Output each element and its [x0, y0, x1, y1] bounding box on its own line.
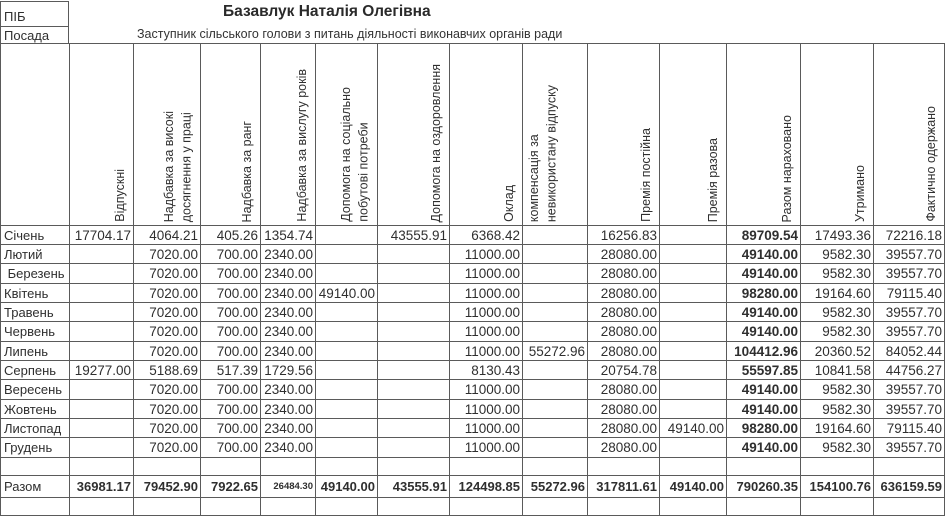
health-aid-cell: [378, 438, 450, 458]
base-salary-cell: 6368.42: [450, 226, 523, 245]
table-row: [1, 303, 945, 322]
empty-cell: [660, 498, 727, 516]
social-aid-cell: [316, 400, 378, 419]
total-accrued-cell: 104412.96: [727, 342, 801, 361]
withheld-cell: 9582.30: [801, 438, 874, 458]
health-aid-cell: [378, 245, 450, 264]
total-seniority-bonus: 26484.30: [261, 476, 316, 498]
vacation-pay-cell: [70, 438, 134, 458]
permanent-bonus-cell: 16256.83: [588, 226, 660, 245]
leave-compensation-cell: [523, 419, 588, 438]
empty-cell: [801, 458, 874, 476]
header-achievement-bonus: [134, 44, 201, 226]
social-aid-cell: [316, 419, 378, 438]
total-one-time-bonus: 49140.00: [660, 476, 727, 498]
empty-cell: [134, 498, 201, 516]
header-label: Оклад: [501, 185, 516, 222]
total-total-accrued: 790260.35: [727, 476, 801, 498]
total-vacation-pay: 36981.17: [70, 476, 134, 498]
header-seniority-bonus: [261, 44, 316, 226]
empty-cell: [727, 498, 801, 516]
base-salary-cell: 11000.00: [450, 342, 523, 361]
total-withheld: 154100.76: [801, 476, 874, 498]
withheld-cell: 9582.30: [801, 245, 874, 264]
seniority-bonus-cell: 2340.00: [261, 380, 316, 400]
empty-cell: [261, 458, 316, 476]
health-aid-cell: [378, 342, 450, 361]
empty-cell: [523, 458, 588, 476]
one-time-bonus-cell: [660, 400, 727, 419]
permanent-bonus-cell: 28080.00: [588, 264, 660, 284]
salary-table: [0, 43, 945, 516]
header-rank-bonus: [201, 44, 261, 226]
net-received-cell: 39557.70: [874, 380, 945, 400]
withheld-cell: 9582.30: [801, 322, 874, 342]
social-aid-cell: [316, 303, 378, 322]
header-leave-compensation: [523, 44, 588, 226]
net-received-cell: 39557.70: [874, 438, 945, 458]
empty-cell: [450, 498, 523, 516]
employee-position: Заступник сільського голови з питань діяльності виконавчих органів ради: [137, 27, 563, 41]
empty-cell: [874, 498, 945, 516]
empty-cell: [316, 458, 378, 476]
one-time-bonus-cell: [660, 322, 727, 342]
month-label: Березень: [1, 264, 70, 284]
one-time-bonus-cell: [660, 361, 727, 380]
table-row: [1, 419, 945, 438]
net-received-cell: 44756.27: [874, 361, 945, 380]
permanent-bonus-cell: 28080.00: [588, 303, 660, 322]
empty-cell: [874, 458, 945, 476]
empty-cell: [588, 458, 660, 476]
total-accrued-cell: 49140.00: [727, 380, 801, 400]
table-row: [1, 361, 945, 380]
empty-row: [1, 498, 945, 516]
leave-compensation-cell: [523, 380, 588, 400]
total-rank-bonus: 7922.65: [201, 476, 261, 498]
vacation-pay-cell: [70, 245, 134, 264]
leave-compensation-cell: [523, 322, 588, 342]
empty-cell: [134, 458, 201, 476]
seniority-bonus-cell: 2340.00: [261, 264, 316, 284]
total-accrued-cell: 49140.00: [727, 400, 801, 419]
total-health-aid: 43555.91: [378, 476, 450, 498]
header-label: Утримано: [852, 164, 867, 222]
total-net-received: 636159.59: [874, 476, 945, 498]
base-salary-cell: 11000.00: [450, 303, 523, 322]
header-health-aid: [378, 44, 450, 226]
health-aid-cell: [378, 284, 450, 303]
leave-compensation-cell: [523, 284, 588, 303]
pib-label: ПІБ: [0, 1, 69, 27]
withheld-cell: 10841.58: [801, 361, 874, 380]
seniority-bonus-cell: 2340.00: [261, 284, 316, 303]
withheld-cell: 17493.36: [801, 226, 874, 245]
header-label: Надбавка за ранг: [239, 120, 254, 222]
month-label: Вересень: [1, 380, 70, 400]
base-salary-cell: 11000.00: [450, 400, 523, 419]
health-aid-cell: [378, 303, 450, 322]
health-aid-cell: [378, 419, 450, 438]
social-aid-cell: [316, 342, 378, 361]
total-accrued-cell: 49140.00: [727, 322, 801, 342]
net-received-cell: 39557.70: [874, 245, 945, 264]
vacation-pay-cell: [70, 380, 134, 400]
total-accrued-cell: 49140.00: [727, 303, 801, 322]
total-accrued-cell: 98280.00: [727, 419, 801, 438]
month-label: Червень: [1, 322, 70, 342]
permanent-bonus-cell: 28080.00: [588, 245, 660, 264]
header-label: Допомога на соціально: [339, 87, 353, 222]
month-label: Жовтень: [1, 400, 70, 419]
achievement-bonus-cell: 7020.00: [134, 264, 201, 284]
table-row: [1, 342, 945, 361]
total-leave-compensation: 55272.96: [523, 476, 588, 498]
rank-bonus-cell: 700.00: [201, 342, 261, 361]
rank-bonus-cell: 517.39: [201, 361, 261, 380]
social-aid-cell: [316, 264, 378, 284]
table-row: [1, 264, 945, 284]
header-one-time-bonus: [660, 44, 727, 226]
header-label: Надбавка за вислугу років: [294, 69, 309, 222]
achievement-bonus-cell: 4064.21: [134, 226, 201, 245]
seniority-bonus-cell: 2340.00: [261, 245, 316, 264]
header-label: Премія разова: [705, 137, 720, 222]
header-social-aid: [316, 44, 378, 226]
achievement-bonus-cell: 7020.00: [134, 284, 201, 303]
achievement-bonus-cell: 7020.00: [134, 303, 201, 322]
social-aid-cell: [316, 361, 378, 380]
social-aid-cell: [316, 380, 378, 400]
withheld-cell: 9582.30: [801, 303, 874, 322]
achievement-bonus-cell: 7020.00: [134, 322, 201, 342]
total-accrued-cell: 55597.85: [727, 361, 801, 380]
table-row: [1, 400, 945, 419]
month-label: Лютий: [1, 245, 70, 264]
base-salary-cell: 11000.00: [450, 380, 523, 400]
one-time-bonus-cell: [660, 284, 727, 303]
table-row: [1, 284, 945, 303]
header-label: Фактично одержано: [923, 106, 938, 222]
empty-cell: [201, 498, 261, 516]
one-time-bonus-cell: [660, 245, 727, 264]
empty-cell: [70, 498, 134, 516]
empty-cell: [1, 458, 70, 476]
total-label: Разом: [1, 476, 70, 498]
month-label: Серпень: [1, 361, 70, 380]
seniority-bonus-cell: 2340.00: [261, 342, 316, 361]
social-aid-cell: [316, 322, 378, 342]
net-received-cell: 39557.70: [874, 400, 945, 419]
seniority-bonus-cell: 1729.56: [261, 361, 316, 380]
health-aid-cell: [378, 322, 450, 342]
vacation-pay-cell: [70, 264, 134, 284]
leave-compensation-cell: [523, 303, 588, 322]
header-label: Премія постійна: [638, 128, 653, 222]
total-social-aid: 49140.00: [316, 476, 378, 498]
empty-cell: [523, 498, 588, 516]
month-label: Липень: [1, 342, 70, 361]
month-label: Квітень: [1, 284, 70, 303]
net-received-cell: 39557.70: [874, 303, 945, 322]
empty-cell: [450, 458, 523, 476]
social-aid-cell: 49140.00: [316, 284, 378, 303]
seniority-bonus-cell: 1354.74: [261, 226, 316, 245]
withheld-cell: 9582.30: [801, 264, 874, 284]
total-base-salary: 124498.85: [450, 476, 523, 498]
empty-cell: [1, 498, 70, 516]
one-time-bonus-cell: 49140.00: [660, 419, 727, 438]
table-row: [1, 380, 945, 400]
base-salary-cell: 11000.00: [450, 245, 523, 264]
rank-bonus-cell: 700.00: [201, 400, 261, 419]
one-time-bonus-cell: [660, 342, 727, 361]
header-label: досягнення у праці: [179, 111, 194, 222]
achievement-bonus-cell: 7020.00: [134, 380, 201, 400]
withheld-cell: 9582.30: [801, 380, 874, 400]
leave-compensation-cell: 55272.96: [523, 342, 588, 361]
net-received-cell: 84052.44: [874, 342, 945, 361]
header-label: Відпускні: [112, 169, 127, 222]
permanent-bonus-cell: 28080.00: [588, 284, 660, 303]
total-accrued-cell: 89709.54: [727, 226, 801, 245]
net-received-cell: 72216.18: [874, 226, 945, 245]
position-label: Посада: [0, 26, 69, 44]
month-label: Листопад: [1, 419, 70, 438]
leave-compensation-cell: [523, 226, 588, 245]
achievement-bonus-cell: 7020.00: [134, 245, 201, 264]
header-withheld: [801, 44, 874, 226]
month-label: Січень: [1, 226, 70, 245]
withheld-cell: 20360.52: [801, 342, 874, 361]
header-corner: [1, 44, 70, 226]
table-row: [1, 245, 945, 264]
net-received-cell: 39557.70: [874, 322, 945, 342]
vacation-pay-cell: [70, 303, 134, 322]
seniority-bonus-cell: 2340.00: [261, 438, 316, 458]
achievement-bonus-cell: 7020.00: [134, 438, 201, 458]
header-net-received: [874, 44, 945, 226]
rank-bonus-cell: 700.00: [201, 284, 261, 303]
month-label: Грудень: [1, 438, 70, 458]
header-label: Надбавка за високі: [162, 110, 176, 222]
leave-compensation-cell: [523, 438, 588, 458]
rank-bonus-cell: 700.00: [201, 419, 261, 438]
achievement-bonus-cell: 5188.69: [134, 361, 201, 380]
employee-name: Базавлук Наталія Олегівна: [223, 3, 431, 20]
base-salary-cell: 11000.00: [450, 438, 523, 458]
rank-bonus-cell: 700.00: [201, 303, 261, 322]
header-label: побутові потреби: [356, 122, 371, 222]
header-label: Допомога на оздоровлення: [428, 63, 443, 222]
vacation-pay-cell: [70, 400, 134, 419]
rank-bonus-cell: 700.00: [201, 245, 261, 264]
vacation-pay-cell: [70, 419, 134, 438]
social-aid-cell: [316, 226, 378, 245]
rank-bonus-cell: 700.00: [201, 264, 261, 284]
empty-cell: [261, 498, 316, 516]
header-base-salary: [450, 44, 523, 226]
permanent-bonus-cell: 28080.00: [588, 380, 660, 400]
permanent-bonus-cell: 28080.00: [588, 400, 660, 419]
header-permanent-bonus: [588, 44, 660, 226]
health-aid-cell: [378, 264, 450, 284]
empty-cell: [588, 498, 660, 516]
health-aid-cell: 43555.91: [378, 226, 450, 245]
one-time-bonus-cell: [660, 264, 727, 284]
base-salary-cell: 11000.00: [450, 322, 523, 342]
health-aid-cell: [378, 400, 450, 419]
net-received-cell: 79115.40: [874, 419, 945, 438]
health-aid-cell: [378, 361, 450, 380]
leave-compensation-cell: [523, 245, 588, 264]
net-received-cell: 79115.40: [874, 284, 945, 303]
permanent-bonus-cell: 28080.00: [588, 322, 660, 342]
vacation-pay-cell: [70, 342, 134, 361]
permanent-bonus-cell: 28080.00: [588, 342, 660, 361]
total-permanent-bonus: 317811.61: [588, 476, 660, 498]
seniority-bonus-cell: 2340.00: [261, 322, 316, 342]
rank-bonus-cell: 700.00: [201, 380, 261, 400]
vacation-pay-cell: 19277.00: [70, 361, 134, 380]
social-aid-cell: [316, 438, 378, 458]
base-salary-cell: 8130.43: [450, 361, 523, 380]
header-label: невикористану відпуску: [544, 84, 559, 222]
table-row: [1, 322, 945, 342]
seniority-bonus-cell: 2340.00: [261, 400, 316, 419]
rank-bonus-cell: 405.26: [201, 226, 261, 245]
one-time-bonus-cell: [660, 438, 727, 458]
empty-cell: [660, 458, 727, 476]
total-accrued-cell: 49140.00: [727, 264, 801, 284]
base-salary-cell: 11000.00: [450, 264, 523, 284]
empty-cell: [70, 458, 134, 476]
empty-cell: [316, 498, 378, 516]
empty-cell: [201, 458, 261, 476]
table-row: [1, 226, 945, 245]
rank-bonus-cell: 700.00: [201, 322, 261, 342]
achievement-bonus-cell: 7020.00: [134, 400, 201, 419]
withheld-cell: 9582.30: [801, 400, 874, 419]
leave-compensation-cell: [523, 264, 588, 284]
header-vacation-pay: [70, 44, 134, 226]
empty-cell: [801, 498, 874, 516]
leave-compensation-cell: [523, 400, 588, 419]
total-accrued-cell: 98280.00: [727, 284, 801, 303]
achievement-bonus-cell: 7020.00: [134, 419, 201, 438]
empty-cell: [378, 458, 450, 476]
withheld-cell: 19164.60: [801, 419, 874, 438]
achievement-bonus-cell: 7020.00: [134, 342, 201, 361]
social-aid-cell: [316, 245, 378, 264]
table-row: [1, 438, 945, 458]
header-label: Разом нараховано: [779, 114, 794, 222]
month-label: Травень: [1, 303, 70, 322]
total-accrued-cell: 49140.00: [727, 438, 801, 458]
base-salary-cell: 11000.00: [450, 419, 523, 438]
permanent-bonus-cell: 28080.00: [588, 419, 660, 438]
header-row: [1, 44, 945, 226]
vacation-pay-cell: [70, 284, 134, 303]
empty-cell: [378, 498, 450, 516]
rank-bonus-cell: 700.00: [201, 438, 261, 458]
header-total-accrued: [727, 44, 801, 226]
net-received-cell: 39557.70: [874, 264, 945, 284]
header-label: компенсація за: [527, 134, 541, 222]
vacation-pay-cell: [70, 322, 134, 342]
permanent-bonus-cell: 28080.00: [588, 438, 660, 458]
total-row: [1, 476, 945, 498]
permanent-bonus-cell: 20754.78: [588, 361, 660, 380]
seniority-bonus-cell: 2340.00: [261, 303, 316, 322]
total-accrued-cell: 49140.00: [727, 245, 801, 264]
seniority-bonus-cell: 2340.00: [261, 419, 316, 438]
base-salary-cell: 11000.00: [450, 284, 523, 303]
empty-cell: [727, 458, 801, 476]
withheld-cell: 19164.60: [801, 284, 874, 303]
one-time-bonus-cell: [660, 303, 727, 322]
vacation-pay-cell: 17704.17: [70, 226, 134, 245]
one-time-bonus-cell: [660, 380, 727, 400]
empty-row: [1, 458, 945, 476]
health-aid-cell: [378, 380, 450, 400]
leave-compensation-cell: [523, 361, 588, 380]
total-achievement-bonus: 79452.90: [134, 476, 201, 498]
one-time-bonus-cell: [660, 226, 727, 245]
